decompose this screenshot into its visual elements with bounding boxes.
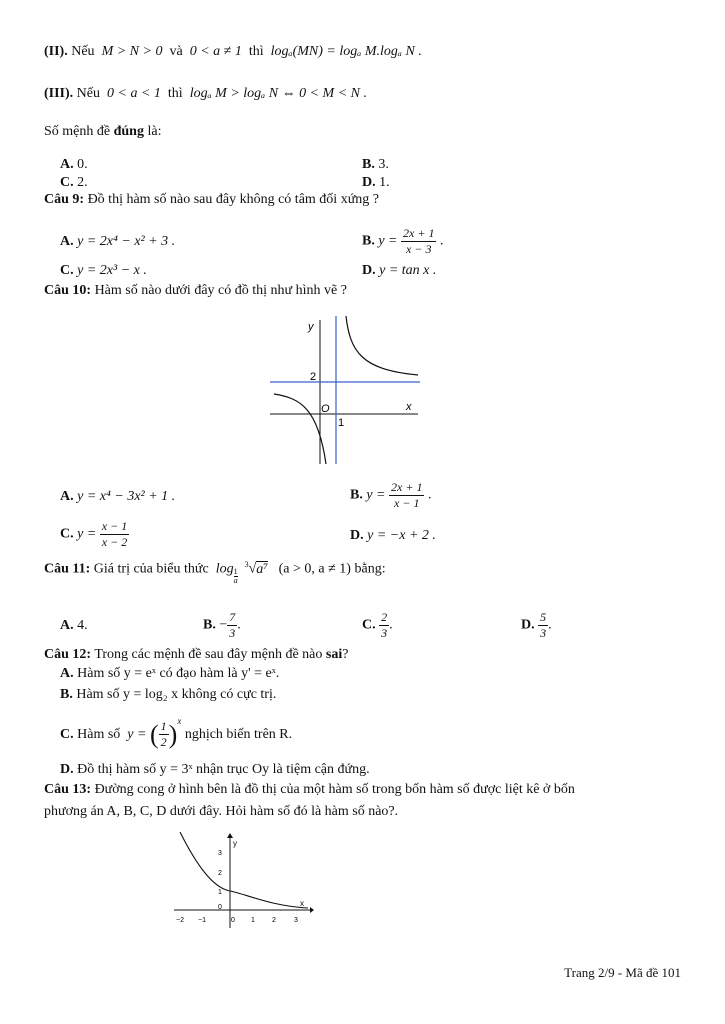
q10-number: Câu 10: — [44, 283, 92, 298]
q11-expr: log — [215, 561, 234, 577]
q9-option-b[interactable] — [362, 226, 443, 257]
q11-root-index: 3 — [244, 560, 249, 569]
q9-option-b-label: B. — [362, 233, 375, 249]
q11-option-c-num: 2 — [381, 610, 388, 624]
q10-option-c-fraction — [100, 519, 129, 550]
q9-option-c[interactable] — [60, 263, 147, 279]
q11-log-base — [234, 568, 238, 585]
q10-option-d-text: y = −x + 2 . — [367, 528, 436, 543]
q11-option-d-label: D. — [521, 617, 535, 633]
statement-iii-prefix: Nếu — [76, 86, 100, 101]
q9-option-c-text: y = 2x³ − x . — [77, 263, 147, 278]
statement-ii-cond1: M > N > 0 — [101, 44, 163, 59]
q8-option-b-text: 3. — [378, 157, 389, 172]
q11-option-d-den: 3 — [540, 626, 547, 640]
q10-option-b-den: x − 1 — [394, 496, 420, 510]
q10-option-a-text: y = x⁴ − 3x² + 1 . — [77, 489, 176, 504]
q10-tick-y-label: 2 — [310, 371, 317, 383]
q9-option-a[interactable] — [60, 234, 175, 250]
q9-option-b-den: x − 3 — [406, 242, 432, 256]
statement-ii — [44, 44, 422, 60]
q11-option-b-sign: − — [219, 617, 228, 633]
q10-option-d[interactable] — [350, 528, 436, 544]
q12-number: Câu 12: — [44, 647, 92, 662]
q13-y-tick-0: 0 — [218, 904, 222, 911]
q10-option-c-den: x − 2 — [101, 535, 128, 549]
q11-suffix: bằng: — [354, 561, 386, 577]
q11-option-d-end: . — [548, 617, 552, 633]
q10-option-a[interactable] — [60, 489, 175, 505]
q10-option-b-lhs: y = — [366, 487, 386, 503]
statement-ii-and: và — [169, 44, 183, 59]
q12-option-c-fraction — [159, 719, 169, 750]
q13-graph — [170, 830, 316, 930]
statement-ii-then: thì — [248, 44, 264, 59]
q10-option-c-label: C. — [60, 526, 74, 542]
q11-option-b-label: B. — [203, 617, 216, 633]
q13-x-arrow — [310, 907, 314, 913]
q13-x-tick-3: 3 — [294, 917, 298, 924]
q12-text-suffix: ? — [342, 647, 349, 662]
q12-option-c-den: 2 — [160, 735, 167, 750]
statement-ii-label: (II). — [44, 44, 68, 59]
q11-option-d-num: 5 — [540, 610, 547, 624]
q12-option-c-paren-close: ) — [168, 719, 178, 749]
q13-y-arrow — [227, 833, 233, 838]
q12-option-c-paren-open: ( — [149, 719, 159, 749]
q9-option-b-num: 2x + 1 — [403, 226, 435, 240]
q12-option-d-text: Đồ thị hàm số y = 3ˣ nhận trục Oy là tiệm cận đứng. — [77, 762, 370, 777]
page-footer: Trang 2/9 - Mã đề 101 — [564, 965, 681, 980]
q11-base-num: 1 — [233, 566, 238, 576]
q12-option-c-num: 1 — [160, 719, 167, 734]
q12-option-b[interactable] — [60, 687, 276, 703]
q12-option-c-suffix: nghịch biến trên R. — [184, 727, 293, 742]
q12-option-d-label: D. — [60, 762, 74, 777]
q12-option-a-label: A. — [60, 666, 74, 681]
q13-curve — [180, 832, 308, 908]
statement-ii-prefix: Nếu — [71, 44, 95, 59]
q8-option-c-text: 2. — [77, 175, 88, 190]
q10-option-a-label: A. — [60, 489, 74, 504]
q12-option-c[interactable] — [60, 716, 292, 750]
q10-right-branch — [346, 316, 418, 375]
statement-iii-cond: 0 < a < 1 — [107, 86, 161, 101]
q11-option-c-end: . — [389, 617, 393, 633]
q11-option-a-label: A. — [60, 618, 74, 633]
q11-base-den: a — [233, 575, 238, 585]
q8-option-c-label: C. — [60, 175, 74, 190]
q11-option-a[interactable] — [60, 618, 88, 634]
q13-y-label: y — [233, 839, 237, 848]
q12-option-c-prefix: Hàm số — [77, 727, 121, 742]
q13-x-tick-1: 1 — [251, 917, 255, 924]
q9-number: Câu 9: — [44, 192, 85, 207]
statement-ii-cond2: 0 < a ≠ 1 — [189, 44, 242, 59]
q13-question-line2 — [44, 804, 398, 820]
q10-text: Hàm số nào dưới đây có đồ thị như hình vẽ ? — [94, 283, 347, 298]
q8-option-a[interactable] — [60, 157, 88, 173]
q11-option-b-end: . — [237, 617, 241, 633]
q8-option-d-label: D. — [362, 175, 376, 190]
q9-option-d-label: D. — [362, 263, 376, 278]
q9-option-d[interactable] — [362, 263, 436, 279]
q8-option-a-label: A. — [60, 157, 74, 172]
q8-option-d[interactable] — [362, 175, 390, 191]
q9-option-a-text: y = 2x⁴ − x² + 3 . — [77, 234, 176, 249]
q11-option-c-den: 3 — [381, 626, 388, 640]
q9-question — [44, 192, 379, 208]
q11-question — [44, 560, 386, 585]
q13-line2: phương án A, B, C, D dưới đây. Hỏi hàm số đó là hàm số nào?. — [44, 804, 399, 819]
q12-option-a-text: Hàm số y = eˣ có đạo hàm là y' = eˣ. — [77, 666, 280, 681]
q11-option-c-label: C. — [362, 617, 376, 633]
q10-left-branch — [274, 394, 326, 464]
q9-option-b-fraction — [401, 226, 436, 257]
q13-line1: Đường cong ở hình bên là đồ thị của một hàm số trong bốn hàm số được liệt kê ở bốn — [94, 782, 575, 797]
q13-y-tick-2: 2 — [218, 870, 222, 877]
q13-y-tick-3: 3 — [218, 850, 222, 857]
q12-option-b-text: Hàm số y = log₂ x không có cực trị. — [76, 687, 277, 702]
q8-option-b-label: B. — [362, 157, 375, 172]
q8-option-c[interactable] — [60, 175, 88, 191]
q13-x-label: x — [300, 899, 304, 908]
q11-option-c-fraction — [379, 610, 389, 641]
q12-question — [44, 647, 348, 663]
q11-option-c[interactable] — [362, 610, 393, 641]
count-question-prefix: Số mệnh đề — [44, 124, 111, 139]
q9-option-d-text: y = tan x . — [379, 263, 437, 278]
q13-x-tick-neg2: −2 — [176, 917, 184, 924]
q10-option-c[interactable] — [60, 519, 129, 550]
q11-option-b-fraction — [227, 610, 237, 641]
q12-text-prefix: Trong các mệnh đề sau đây mệnh đề nào — [94, 647, 323, 662]
q9-text: Đồ thị hàm số nào sau đây không có tâm đối xứng ? — [87, 192, 379, 207]
q10-option-d-label: D. — [350, 528, 364, 543]
q10-option-c-num: x − 1 — [101, 519, 128, 533]
q11-option-b-num: 7 — [229, 610, 236, 624]
q10-tick-x-label: 1 — [338, 417, 345, 429]
q10-origin-label: O — [321, 403, 330, 415]
statement-iii — [44, 86, 367, 102]
q13-question-line1 — [44, 782, 575, 798]
q10-x-label: x — [406, 401, 412, 413]
q11-option-b[interactable] — [203, 610, 241, 641]
statement-ii-formula: logₐ(MN) = logₐ M.logₐ N . — [270, 44, 422, 59]
count-question — [44, 124, 161, 140]
q10-option-b-label: B. — [350, 487, 363, 503]
statement-iii-label: (III). — [44, 86, 74, 101]
q10-option-b-end: . — [427, 487, 432, 503]
q10-option-b-fraction — [389, 480, 424, 511]
q13-x-tick-0: 0 — [231, 917, 235, 924]
q10-y-label: y — [308, 321, 314, 333]
q8-option-d-text: 1. — [379, 175, 390, 190]
q10-question — [44, 283, 347, 299]
count-question-bold: đúng — [113, 124, 144, 139]
q11-radicand: a⁷ — [256, 561, 269, 577]
q13-x-tick-neg1: −1 — [198, 917, 206, 924]
q13-y-tick-1: 1 — [218, 889, 222, 896]
q12-option-d[interactable] — [60, 762, 370, 778]
q10-graph — [270, 312, 422, 468]
q11-radical-sign: √ — [248, 561, 257, 577]
statement-iii-then: thì — [167, 86, 183, 101]
q8-option-a-text: 0. — [77, 157, 88, 172]
q12-option-c-label: C. — [60, 727, 74, 742]
q11-number: Câu 11: — [44, 561, 91, 577]
q10-option-b[interactable] — [350, 480, 431, 511]
q9-option-a-label: A. — [60, 234, 74, 249]
q13-x-tick-2: 2 — [272, 917, 276, 924]
q12-option-c-exp: x — [177, 716, 182, 726]
q8-option-b[interactable] — [362, 157, 389, 173]
q12-text-bold: sai — [325, 647, 343, 662]
q12-option-c-lhs: y = — [127, 727, 147, 742]
statement-iii-formula: logₐ M > logₐ N ⇔ 0 < M < N . — [189, 86, 367, 101]
q9-option-b-lhs: y = — [378, 233, 398, 249]
count-question-suffix: là: — [147, 124, 162, 139]
q10-option-b-num: 2x + 1 — [391, 480, 423, 494]
q11-option-a-text: 4. — [77, 618, 88, 633]
q13-number: Câu 13: — [44, 782, 92, 797]
q10-option-c-lhs: y = — [77, 526, 97, 542]
q11-text: Giá trị của biểu thức — [93, 561, 209, 577]
q11-option-b-den: 3 — [229, 626, 236, 640]
q9-option-b-end: . — [439, 233, 444, 249]
q12-option-b-label: B. — [60, 687, 73, 702]
q9-option-c-label: C. — [60, 263, 74, 278]
q11-condition: (a > 0, a ≠ 1) — [278, 561, 351, 577]
q11-option-d-fraction — [538, 610, 548, 641]
q11-option-d[interactable] — [521, 610, 552, 641]
q12-option-a[interactable] — [60, 666, 279, 682]
